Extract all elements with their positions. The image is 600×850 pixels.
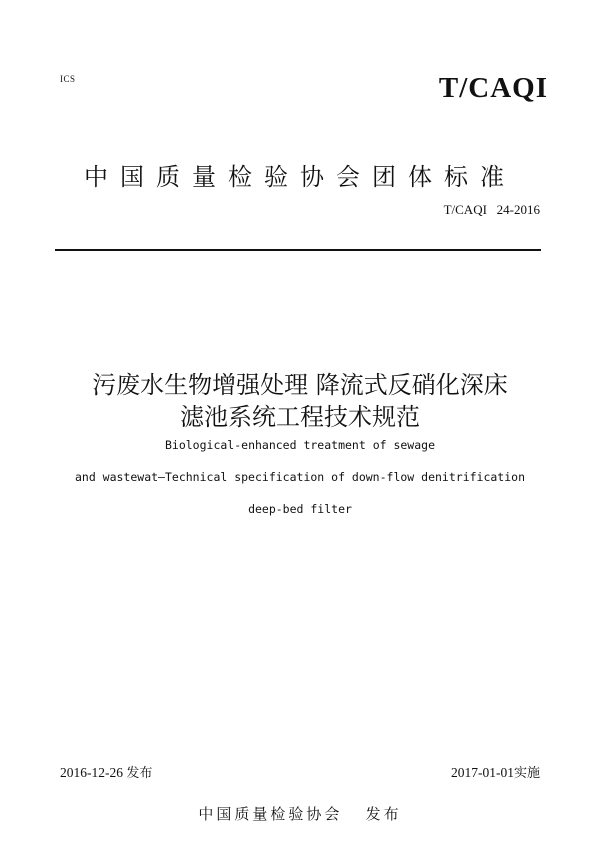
title-chinese-line-1: 污废水生物增强处理 降流式反硝化深床 [92,371,508,399]
ics-label: ICS [60,74,76,84]
issue-date [60,762,152,781]
title-english-line-1: Biological-enhanced treatment of sewage [164,438,436,452]
standard-logo: T/CAQI [438,72,548,104]
publisher: 中国质量检验协会 发布 [198,805,402,823]
issue-date-value: 2016-12-26 [60,765,123,780]
issue-date-label: 发布 [126,766,153,781]
header-divider [55,249,541,251]
implementation-date-value: 2017-01-01 [450,765,514,780]
implementation-date [400,762,540,781]
organization-title: 中国质量检验协会团体标准 [84,163,516,191]
standard-code: T/CAQI 24-2016 [443,202,540,217]
title-english-line-3: deep-bed filter [248,502,352,516]
implementation-date-label: 实施 [513,766,540,781]
title-chinese-line-2: 滤池系统工程技术规范 [180,403,420,431]
title-english-line-2: and wastewat—Technical specification of down-flow denitrification [74,470,526,484]
